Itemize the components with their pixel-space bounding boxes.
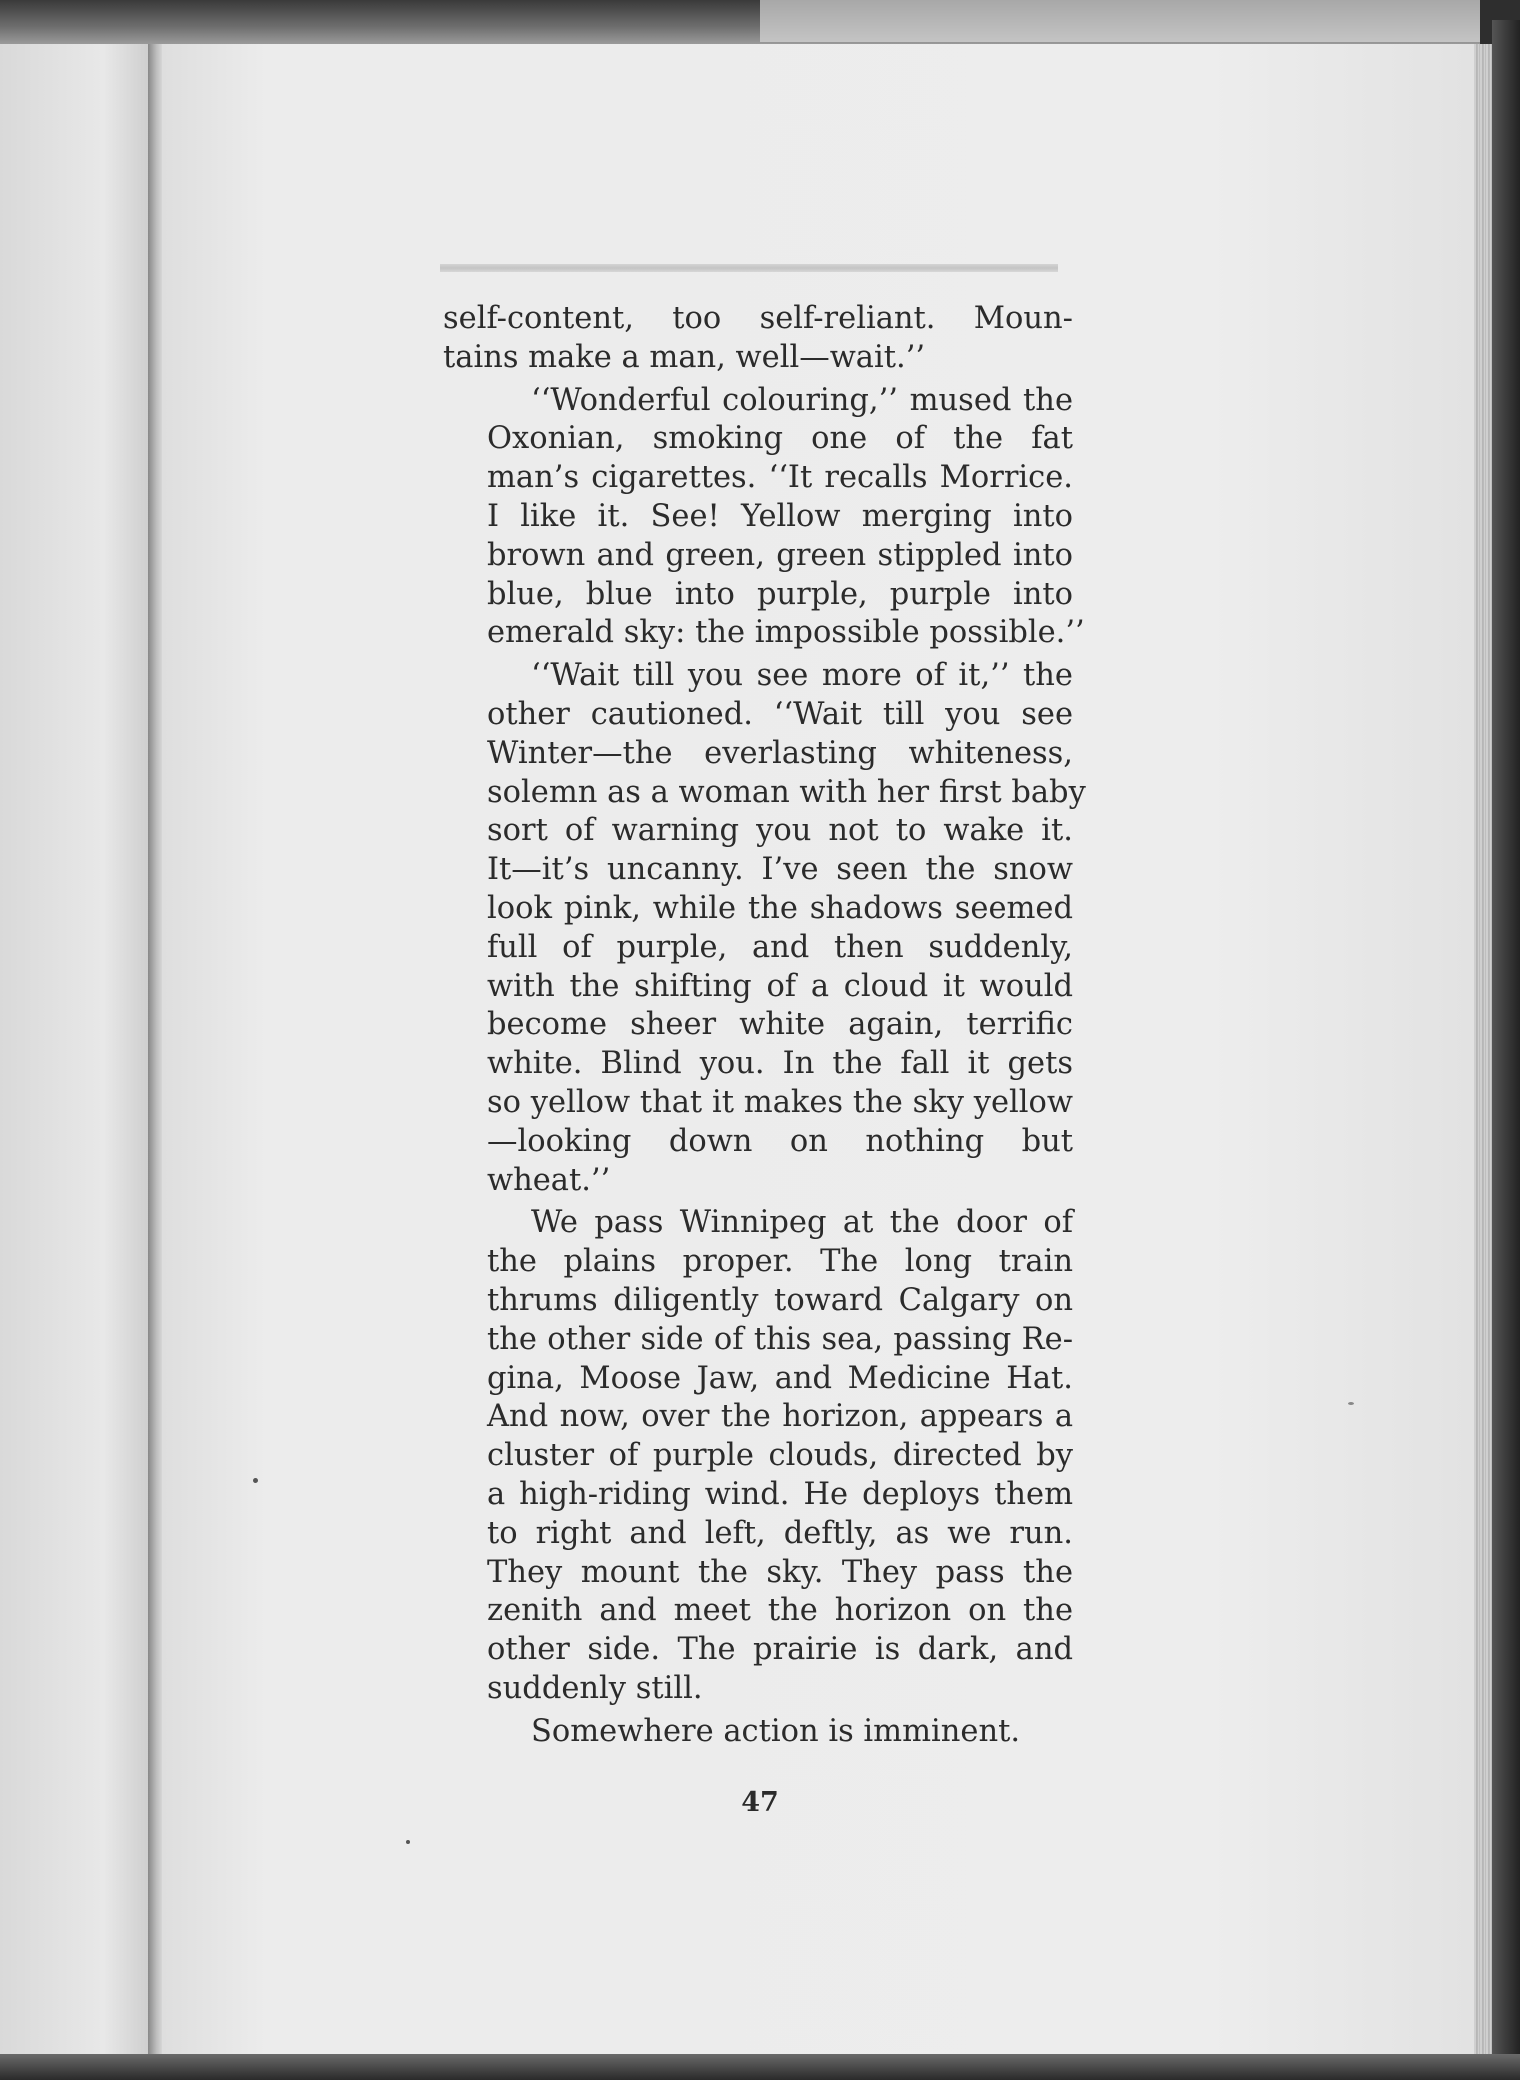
page-number-label: 47 bbox=[741, 1787, 779, 1818]
text-line: self-content, too self-reliant. Moun- bbox=[443, 301, 1073, 336]
body-text bbox=[443, 300, 1086, 1751]
text-line: brown and green, green stippled into bbox=[487, 537, 1073, 573]
text-line: ‘‘Wait till you see more of it,’’ the bbox=[531, 658, 1073, 694]
text-line: the other side of this sea, passing Re- bbox=[487, 1321, 1073, 1357]
text-line: with the shifting of a cloud it would bbox=[487, 968, 1073, 1004]
page-number bbox=[0, 1787, 1520, 1818]
speck bbox=[406, 1840, 410, 1844]
text-line: zenith and meet the horizon on the bbox=[487, 1593, 1073, 1629]
speck bbox=[253, 1478, 258, 1483]
book-gutter bbox=[148, 44, 162, 2054]
text-line: so yellow that it makes the sky yellow bbox=[487, 1084, 1073, 1120]
text-line: They mount the sky. They pass the bbox=[487, 1554, 1073, 1590]
header-rule bbox=[440, 264, 1058, 272]
text-line: gina, Moose Jaw, and Medicine Hat. bbox=[487, 1360, 1073, 1396]
paragraph bbox=[443, 382, 1085, 654]
text-line: blue, blue into purple, purple into bbox=[487, 576, 1073, 612]
speck bbox=[1348, 1402, 1354, 1405]
text-line: become sheer white again, terrific bbox=[487, 1007, 1073, 1043]
page-top-edge-highlight bbox=[760, 0, 1480, 42]
paragraph bbox=[443, 1204, 1073, 1708]
text-line: the plains proper. The long train bbox=[487, 1244, 1073, 1280]
text-line: Winter—the everlasting whiteness, bbox=[487, 735, 1073, 771]
paragraph bbox=[443, 1713, 1073, 1752]
text-line: other cautioned. ‘‘Wait till you see bbox=[487, 696, 1073, 732]
paragraph bbox=[443, 657, 1086, 1200]
text-line: full of purple, and then suddenly, bbox=[487, 929, 1073, 965]
paragraph bbox=[443, 300, 1073, 378]
text-line: Somewhere action is imminent. bbox=[531, 1713, 1021, 1749]
text-line: a high-riding wind. He deploys them bbox=[487, 1476, 1073, 1512]
text-line: —looking down on nothing but bbox=[487, 1123, 1073, 1159]
text-line: emerald sky: the impossible possible.’’ bbox=[487, 615, 1085, 651]
right-scan-border bbox=[1492, 20, 1520, 2080]
facing-page-left bbox=[0, 44, 151, 2054]
bottom-scan-border bbox=[0, 2054, 1520, 2080]
text-line: We pass Winnipeg at the door of bbox=[531, 1205, 1073, 1241]
text-line: solemn as a woman with her first baby bbox=[487, 774, 1086, 810]
text-line: And now, over the horizon, appears a bbox=[487, 1399, 1073, 1435]
text-line: wheat.’’ bbox=[487, 1162, 611, 1198]
text-line: suddenly still. bbox=[487, 1670, 703, 1706]
text-line: ‘‘Wonderful colouring,’’ mused the bbox=[531, 382, 1073, 418]
text-line: look pink, while the shadows seemed bbox=[487, 890, 1073, 926]
text-line: white. Blind you. In the fall it gets bbox=[487, 1046, 1073, 1082]
text-line: Oxonian, smoking one of the fat bbox=[487, 421, 1073, 457]
text-line: thrums diligently toward Calgary on bbox=[487, 1282, 1073, 1318]
text-line: other side. The prairie is dark, and bbox=[487, 1632, 1073, 1668]
text-line: man’s cigarettes. ‘‘It recalls Morrice. bbox=[487, 460, 1073, 496]
text-line: It—it’s uncanny. I’ve seen the snow bbox=[487, 852, 1073, 888]
text-line: to right and left, deftly, as we run. bbox=[487, 1515, 1073, 1551]
text-line: cluster of purple clouds, directed by bbox=[487, 1438, 1073, 1474]
text-line: sort of warning you not to wake it. bbox=[487, 813, 1073, 849]
text-line: tains make a man, well—wait.’’ bbox=[443, 339, 926, 375]
text-line: I like it. See! Yellow merging into bbox=[487, 498, 1073, 534]
page-stack-edge bbox=[1474, 44, 1492, 2054]
